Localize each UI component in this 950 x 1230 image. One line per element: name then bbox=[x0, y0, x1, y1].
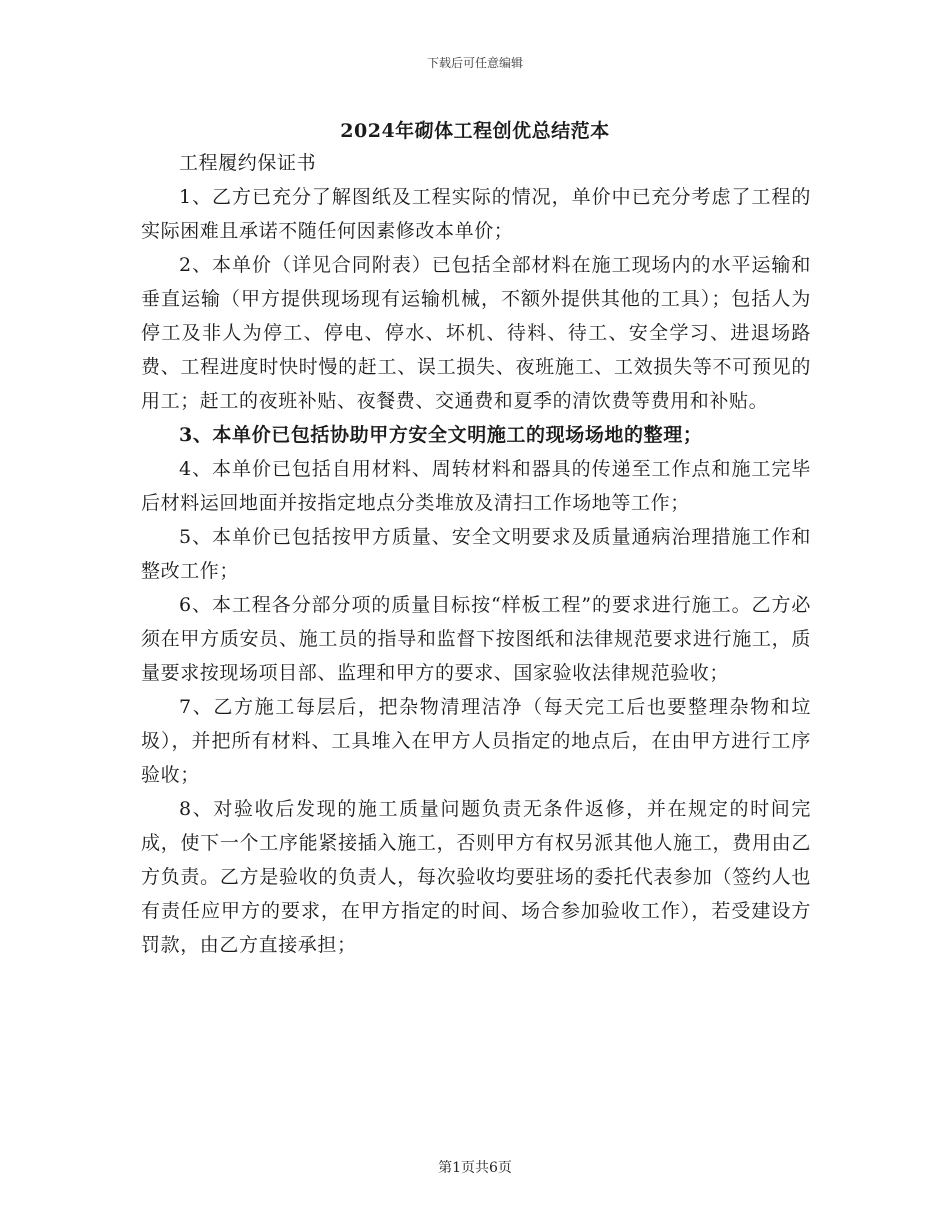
page-header-note: 下载后可任意编辑 bbox=[426, 56, 523, 70]
paragraph-clause-7: 7、乙方施工每层后，把杂物清理洁净（每天完工后也要整理杂物和垃圾），并把所有材料、工具堆入在甲方人员指定的地点后，在由甲方进行工序验收； bbox=[141, 696, 811, 786]
page-number-footer: 第1页共6页 bbox=[438, 1160, 512, 1176]
paragraph-clause-5: 5、本单价已包括按甲方质量、安全文明要求及质量通病治理措施工作和整改工作； bbox=[141, 526, 811, 582]
paragraph-clause-1: 1、乙方已充分了解图纸及工程实际的情况，单价中已充分考虑了工程的实际困难且承诺不随任何因素修改本单价； bbox=[141, 186, 811, 242]
document-title: 2024年砌体工程创优总结范本 bbox=[340, 120, 610, 142]
paragraph-clause-2: 2、本单价（详见合同附表）已包括全部材料在施工现场内的水平运输和垂直运输（甲方提供现场现有运输机械，不额外提供其他的工具）；包括人为停工及非人为停工、停电、停水、坏机、待料、待工、安全学习、进退场路费、工程进度时快时慢的赶工、误工损失、夜班施工、工效损失等不可预见的用工；赶工的夜班补贴、夜餐费、交通费和夏季的清饮费等费用和补贴。 bbox=[141, 254, 811, 412]
paragraph-clause-8: 8、对验收后发现的施工质量问题负责无条件返修，并在规定的时间完成，使下一个工序能紧接插入施工，否则甲方有权另派其他人施工，费用由乙方负责。乙方是验收的负责人，每次验收均要驻场的委托代表参加（签约人也有责任应甲方的要求，在甲方指定的时间、场合参加验收工作），若受建设方罚款，由乙方直接承担； bbox=[141, 798, 811, 956]
document-body bbox=[141, 146, 811, 962]
paragraph-subtitle: 工程履约保证书 bbox=[179, 152, 317, 174]
paragraph-clause-6: 6、本工程各分部分项的质量目标按“样板工程”的要求进行施工。乙方必须在甲方质安员、施工员的指导和监督下按图纸和法律规范要求进行施工，质量要求按现场项目部、监理和甲方的要求、国家验收法律规范验收； bbox=[141, 594, 811, 684]
paragraph-clause-3: 3、本单价已包括协助甲方安全文明施工的现场场地的整理； bbox=[179, 424, 703, 446]
paragraph-clause-4: 4、本单价已包括自用材料、周转材料和器具的传递至工作点和施工完毕后材料运回地面并按指定地点分类堆放及清扫工作场地等工作； bbox=[141, 458, 811, 514]
